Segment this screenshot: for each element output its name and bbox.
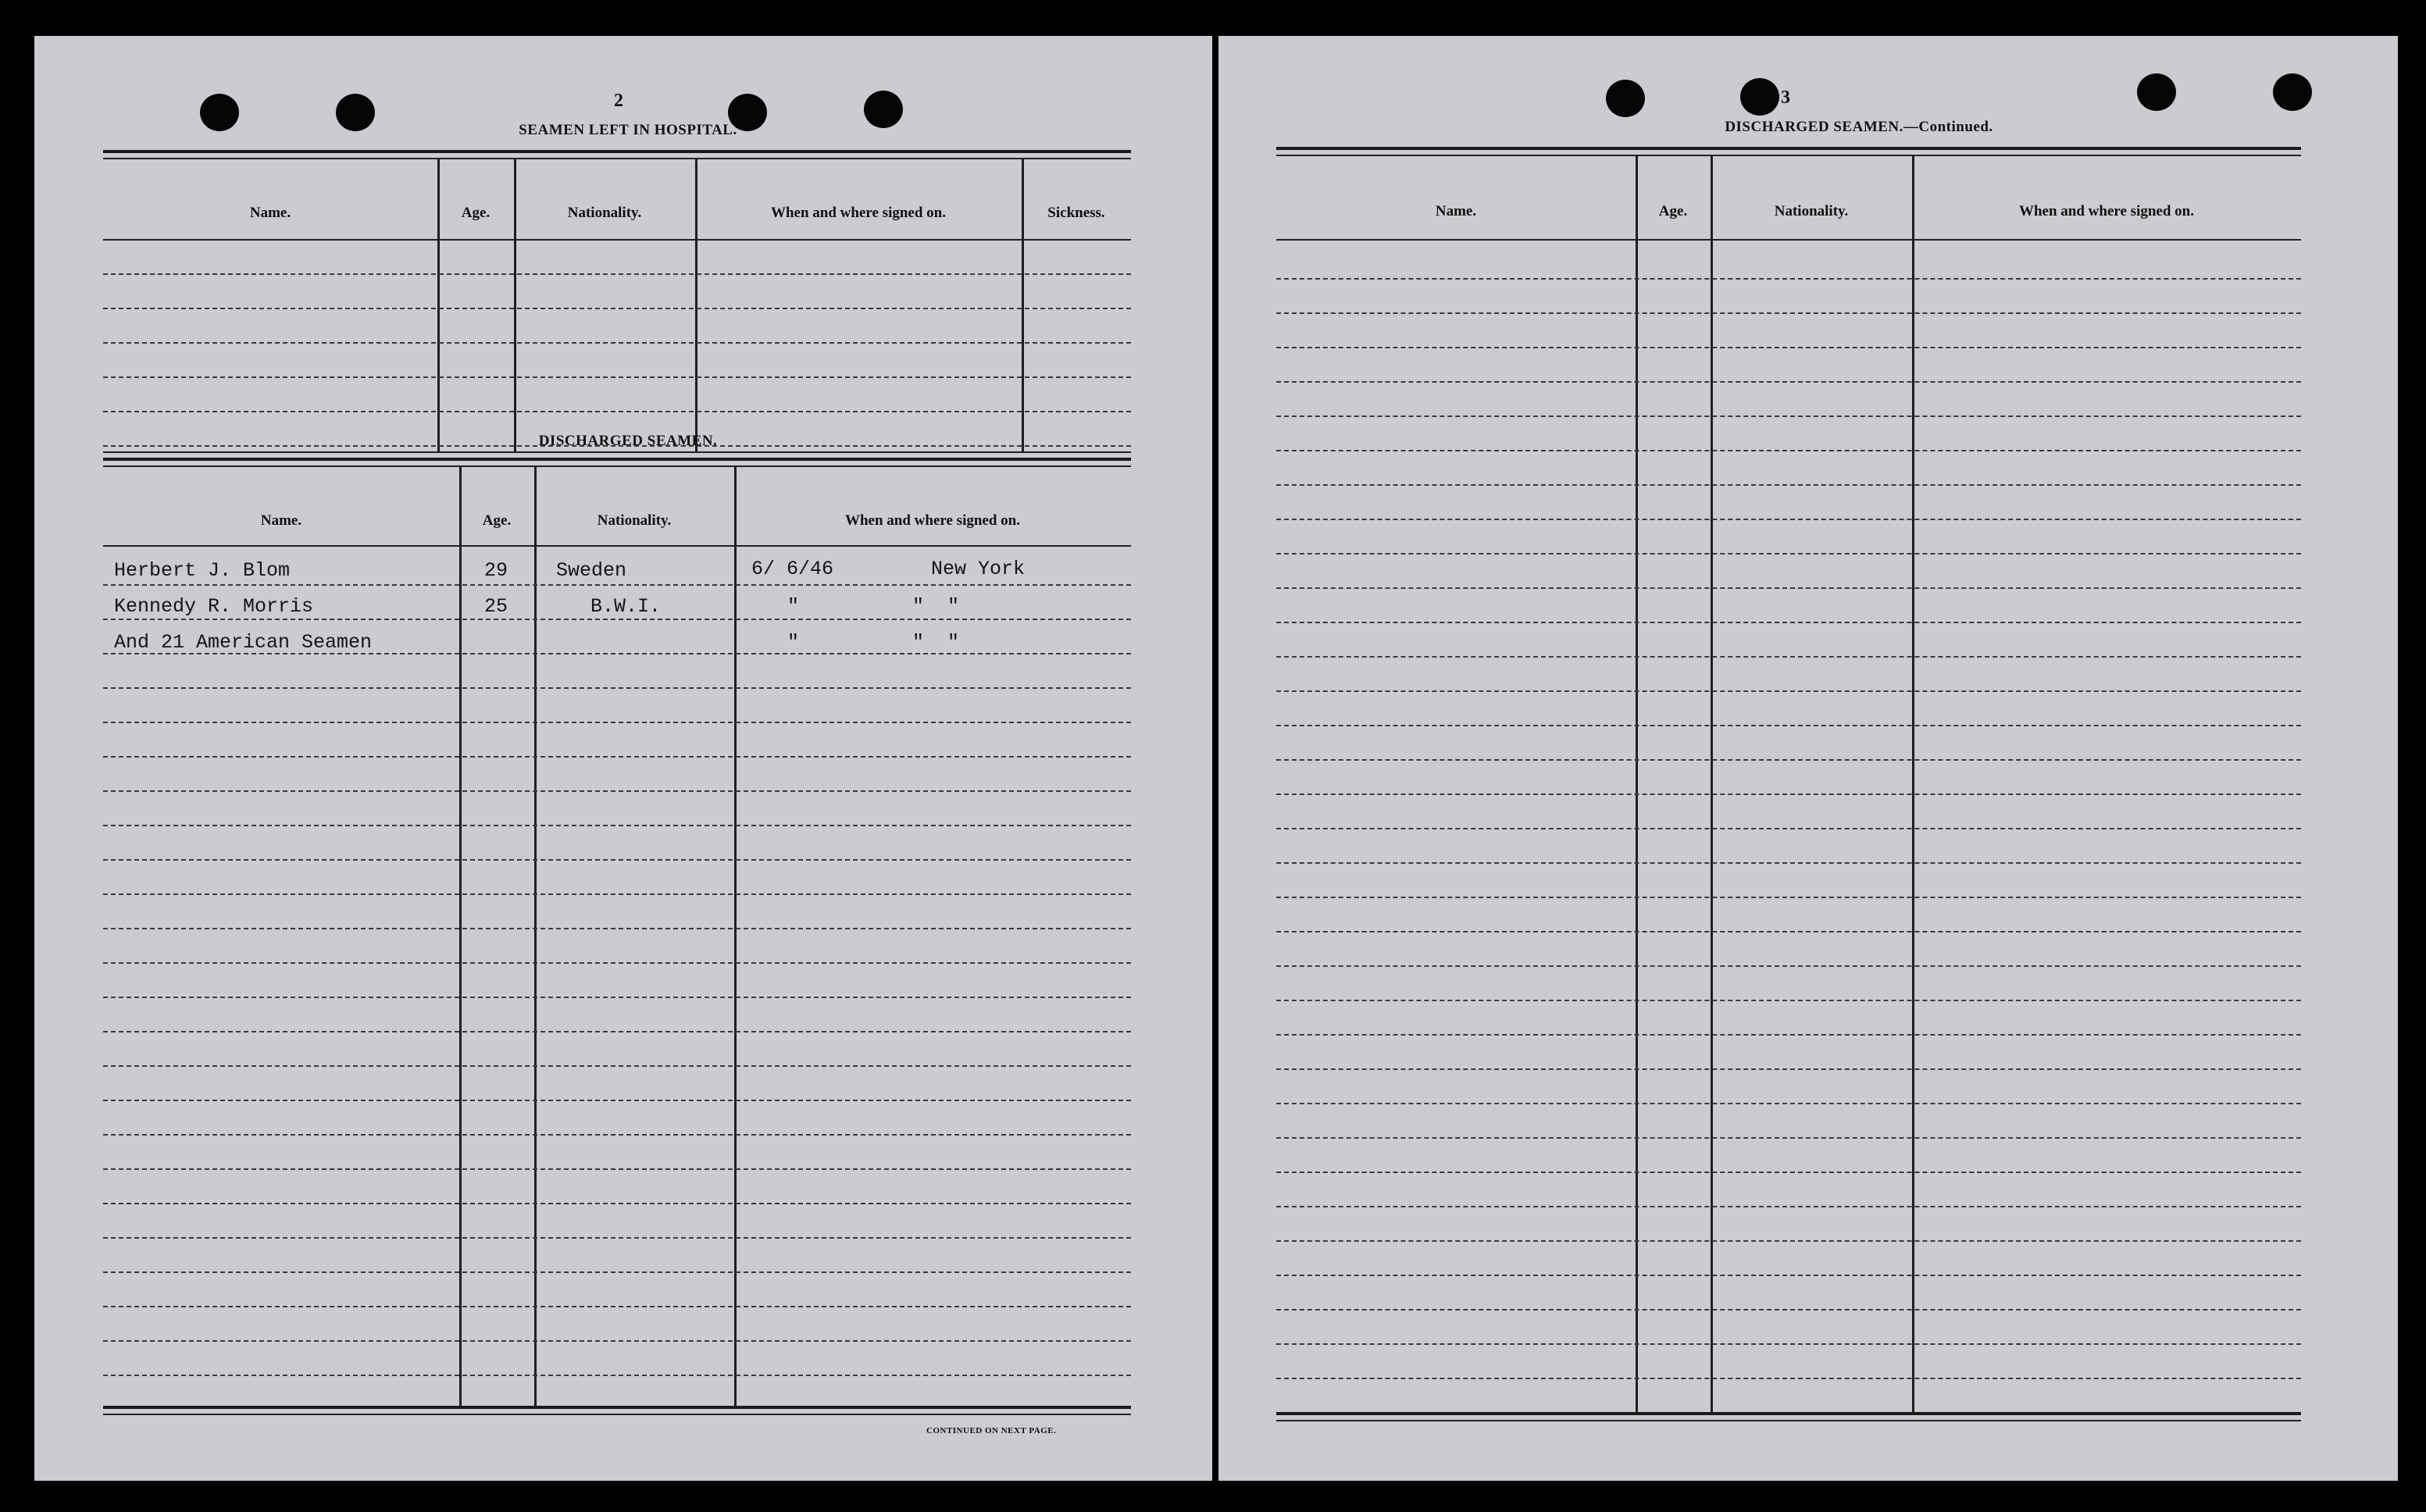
ruled-line: [1276, 1343, 2301, 1345]
ruled-line: [1276, 828, 2301, 829]
ruled-line: [103, 722, 1131, 723]
page-number: 3: [1781, 87, 1790, 108]
ruled-line: [1276, 965, 2301, 967]
ruled-line: [1276, 587, 2301, 589]
col-header-sickness: Sickness.: [1047, 205, 1105, 221]
ruled-line: [1276, 897, 2301, 898]
ruled-line: [1276, 793, 2301, 795]
discharged-section-title: DISCHARGED SEAMEN.: [538, 433, 718, 449]
ruled-line: [1276, 1240, 2301, 1242]
ruled-line: [103, 859, 1131, 861]
seaman-nationality: B.W.I.: [590, 595, 662, 618]
discharged-table: [103, 458, 1131, 1417]
col-header-nationality: Nationality.: [597, 512, 672, 529]
continued-note: CONTINUED ON NEXT PAGE.: [926, 1426, 1057, 1435]
ruled-line: [1276, 450, 2301, 451]
hospital-table: [103, 150, 1131, 455]
ruled-line: [1276, 690, 2301, 692]
col-header-name: Name.: [1435, 203, 1477, 219]
ruled-line: [103, 411, 1131, 412]
ruled-line: [103, 1375, 1131, 1376]
punch-hole: [200, 94, 239, 131]
signed-on-place: " ": [912, 631, 960, 654]
signed-on-place: " ": [912, 595, 960, 618]
col-header-name: Name.: [249, 205, 291, 221]
ruled-line: [103, 1134, 1131, 1136]
hospital-section-title: SEAMEN LEFT IN HOSPITAL.: [519, 122, 737, 138]
seaman-name: Herbert J. Blom: [114, 559, 291, 582]
ruled-line: [1276, 622, 2301, 623]
seaman-age: 25: [484, 595, 508, 618]
ruled-line: [103, 1237, 1131, 1239]
ruled-line: [103, 687, 1131, 689]
signed-on-date: 6/ 6/46: [751, 558, 834, 580]
ruled-line: [103, 619, 1131, 620]
ruled-line: [103, 962, 1131, 964]
col-header-signed-on: When and where signed on.: [2018, 203, 2194, 219]
signed-on-date: ": [787, 631, 800, 654]
punch-hole: [2137, 73, 2176, 111]
col-header-nationality: Nationality.: [567, 205, 642, 221]
seaman-name: And 21 American Seamen: [114, 631, 373, 654]
discharged-continued-title: DISCHARGED SEAMEN.—Continued.: [1725, 119, 1993, 135]
ruled-line: [103, 1271, 1131, 1273]
ruled-line: [103, 756, 1131, 758]
ruled-line: [1276, 759, 2301, 761]
ruled-line: [1276, 381, 2301, 383]
ruled-line: [103, 1203, 1131, 1204]
ruled-line: [103, 825, 1131, 826]
ruled-line: [103, 273, 1131, 275]
signed-on-place: New York: [931, 558, 1026, 580]
ruled-line: [103, 1065, 1131, 1067]
ruled-line: [1276, 1137, 2301, 1139]
ruled-line: [103, 1306, 1131, 1307]
seaman-age: 29: [484, 559, 508, 582]
col-header-signed-on: When and where signed on.: [844, 512, 1020, 529]
ruled-line: [1276, 1378, 2301, 1379]
ruled-line: [1276, 278, 2301, 280]
ruled-line: [1276, 1068, 2301, 1070]
right-page: [1218, 36, 2398, 1481]
ruled-line: [103, 1100, 1131, 1101]
ruled-line: [103, 1340, 1131, 1342]
ruled-line: [1276, 1275, 2301, 1276]
col-header-age: Age.: [461, 205, 491, 221]
col-header-nationality: Nationality.: [1774, 203, 1849, 219]
ruled-line: [103, 997, 1131, 998]
punch-hole: [2273, 73, 2312, 111]
ruled-line: [1276, 312, 2301, 314]
col-header-signed-on: When and where signed on.: [770, 205, 946, 221]
punch-hole: [1606, 80, 1645, 117]
page-number: 2: [614, 91, 623, 111]
discharged-continued-table: [1276, 147, 2301, 1425]
ruled-line: [1276, 553, 2301, 555]
ruled-line: [1276, 862, 2301, 864]
ruled-line: [1276, 725, 2301, 726]
punch-hole: [1740, 78, 1779, 116]
punch-hole: [864, 91, 903, 128]
ruled-line: [1276, 1171, 2301, 1173]
ruled-line: [1276, 519, 2301, 520]
ruled-line: [1276, 931, 2301, 933]
ruled-line: [103, 928, 1131, 929]
ruled-line: [1276, 1206, 2301, 1207]
ruled-line: [1276, 1034, 2301, 1036]
ruled-line: [103, 584, 1131, 586]
ruled-line: [1276, 347, 2301, 348]
ruled-line: [103, 308, 1131, 309]
ruled-line: [1276, 1000, 2301, 1001]
ruled-line: [103, 893, 1131, 895]
ruled-line: [103, 790, 1131, 792]
col-header-name: Name.: [260, 512, 302, 529]
ruled-line: [103, 342, 1131, 344]
ruled-line: [1276, 656, 2301, 658]
left-page: [34, 36, 1212, 1481]
col-header-age: Age.: [482, 512, 512, 529]
ruled-line: [103, 1031, 1131, 1032]
ruled-line: [103, 376, 1131, 378]
punch-hole: [336, 94, 375, 131]
seaman-nationality: Sweden: [556, 559, 627, 582]
ruled-line: [1276, 484, 2301, 486]
seaman-name: Kennedy R. Morris: [114, 595, 314, 618]
ruled-line: [1276, 1103, 2301, 1104]
ruled-line: [1276, 1309, 2301, 1311]
signed-on-date: ": [787, 595, 800, 618]
ruled-line: [103, 1168, 1131, 1170]
ruled-line: [1276, 415, 2301, 417]
col-header-age: Age.: [1658, 203, 1688, 219]
